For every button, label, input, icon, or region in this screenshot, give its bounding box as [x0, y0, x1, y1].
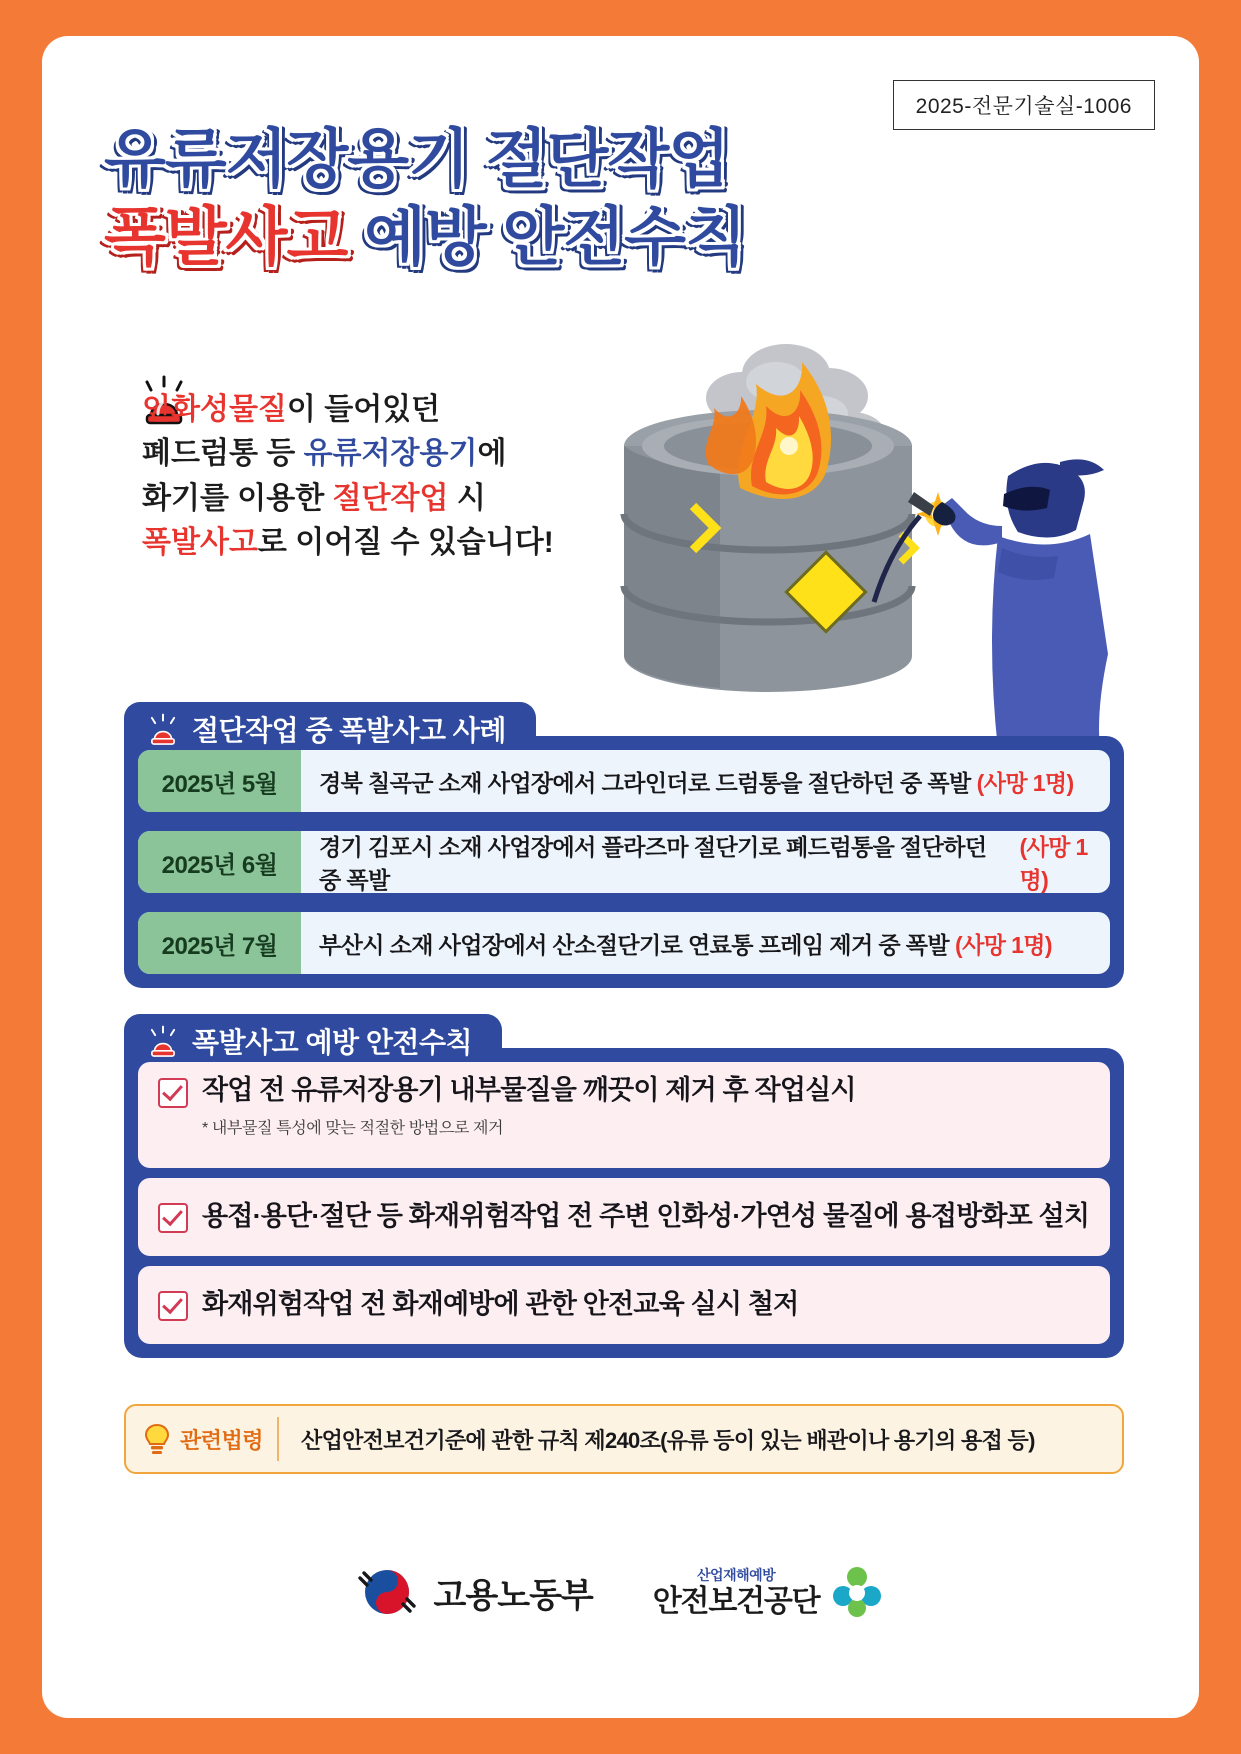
title-line-2-rest: 예방 안전수칙 — [347, 201, 746, 274]
rule-main-text: 작업 전 유류저장용기 내부물질을 깨끗이 제거 후 작업실시 — [202, 1075, 856, 1105]
check-icon — [158, 1291, 188, 1321]
logo-kosha — [653, 1564, 886, 1620]
rule-text-block — [202, 1076, 856, 1138]
rule-main-text: 용접·용단·절단 등 화재위험작업 전 주변 인화성·가연성 물질에 용접방화포 설치 — [202, 1201, 1090, 1232]
footer-logos — [42, 1532, 1199, 1652]
siren-icon — [146, 1024, 180, 1058]
case-text: 부산시 소재 사업장에서 산소절단기로 연료통 프레임 제거 중 폭발 — [319, 931, 950, 958]
law-tag-label: 관련법령 — [180, 1427, 264, 1453]
case-text: 경기 김포시 소재 사업장에서 플라즈마 절단기로 폐드럼통을 절단하던 중 폭발 — [319, 834, 987, 893]
lead-emph-4: 폭발사고 — [142, 526, 258, 560]
case-text: 경북 칠곡군 소재 사업장에서 그라인더로 드럼통을 절단하던 중 폭발 — [319, 769, 971, 796]
lead-text-2a: 폐드럼통 등 — [142, 437, 304, 471]
list-item — [138, 1062, 1110, 1168]
lead-line-2 — [142, 432, 662, 476]
case-description — [301, 912, 1052, 974]
list-item — [138, 1178, 1110, 1256]
lead-emph-1: 인화성물질 — [142, 393, 287, 426]
lead-text-3a: 화기를 이용한 — [142, 481, 333, 515]
logo-ministry-of-employment-and-labor — [356, 1561, 593, 1623]
logo-molab-label: 고용노동부 — [433, 1576, 593, 1615]
case-casualty: (사망 1명) — [976, 769, 1074, 796]
section-rules-title: 폭발사고 예방 안전수칙 — [192, 1027, 473, 1058]
rule-main-text: 화재위험작업 전 화재예방에 관한 안전교육 실시 철저 — [202, 1289, 799, 1320]
case-casualty: (사망 1명) — [955, 931, 1052, 958]
section-cases-title: 절단작업 중 폭발사고 사례 — [192, 715, 506, 746]
check-icon — [158, 1203, 188, 1233]
table-row — [138, 912, 1110, 974]
rule-sub-text: * 내부물질 특성에 맞는 적절한 방법으로 제거 — [202, 1119, 504, 1137]
case-date: 2025년 6월 — [138, 831, 301, 893]
kosha-name: 안전보건공단 — [652, 1584, 820, 1618]
lead-text-1: 이 들어있던 — [286, 393, 441, 426]
law-description: 산업안전보건기준에 관한 규칙 제240조(유류 등이 있는 배관이나 용기의 용접 등) — [301, 1427, 1035, 1453]
table-row — [138, 831, 1110, 893]
kosha-symbol-icon — [829, 1564, 885, 1620]
drum-explosion-illustration — [590, 336, 1170, 756]
check-icon — [158, 1078, 188, 1108]
lead-line-3 — [142, 477, 662, 521]
section-explosion-cases — [124, 715, 1124, 988]
lightbulb-icon — [142, 1423, 172, 1455]
kosha-text-block — [653, 1568, 820, 1617]
lead-emph-3: 절단작업 — [332, 481, 449, 515]
section-rules-body — [138, 1062, 1110, 1344]
taegeuk-icon — [356, 1561, 418, 1623]
case-description — [301, 750, 1074, 812]
lead-emph-2: 유류저장용기 — [303, 437, 478, 471]
list-item — [138, 1266, 1110, 1344]
lead-line-4 — [142, 521, 662, 565]
case-date: 2025년 7월 — [138, 912, 301, 974]
case-casualty: (사망 1명) — [1019, 834, 1088, 893]
table-row — [138, 750, 1110, 812]
document-number: 2025-전문기술실-1006 — [893, 80, 1155, 130]
poster-card — [42, 36, 1199, 1718]
lead-text-4: 로 이어질 수 있습니다! — [257, 526, 554, 560]
related-law-bar — [124, 1404, 1124, 1474]
law-tag — [126, 1406, 277, 1472]
lead-paragraph — [142, 388, 662, 566]
lead-text-2b: 에 — [477, 437, 507, 471]
case-date: 2025년 5월 — [138, 750, 301, 812]
title-line-2 — [104, 200, 1004, 274]
section-cases-header — [124, 702, 536, 756]
lead-text-3b: 시 — [448, 481, 486, 515]
title-line-1: 유류저장용기 절단작업 — [104, 123, 730, 195]
section-safety-rules — [124, 1027, 1124, 1358]
siren-icon — [146, 712, 180, 746]
title-line-2-red: 폭발사고 — [104, 201, 348, 274]
case-description — [301, 831, 1110, 893]
kosha-tagline: 산업재해예방 — [697, 1566, 776, 1583]
lead-line-1 — [142, 388, 662, 432]
page-title — [104, 122, 1004, 278]
section-rules-header — [124, 1014, 502, 1068]
section-cases-body — [138, 750, 1110, 974]
